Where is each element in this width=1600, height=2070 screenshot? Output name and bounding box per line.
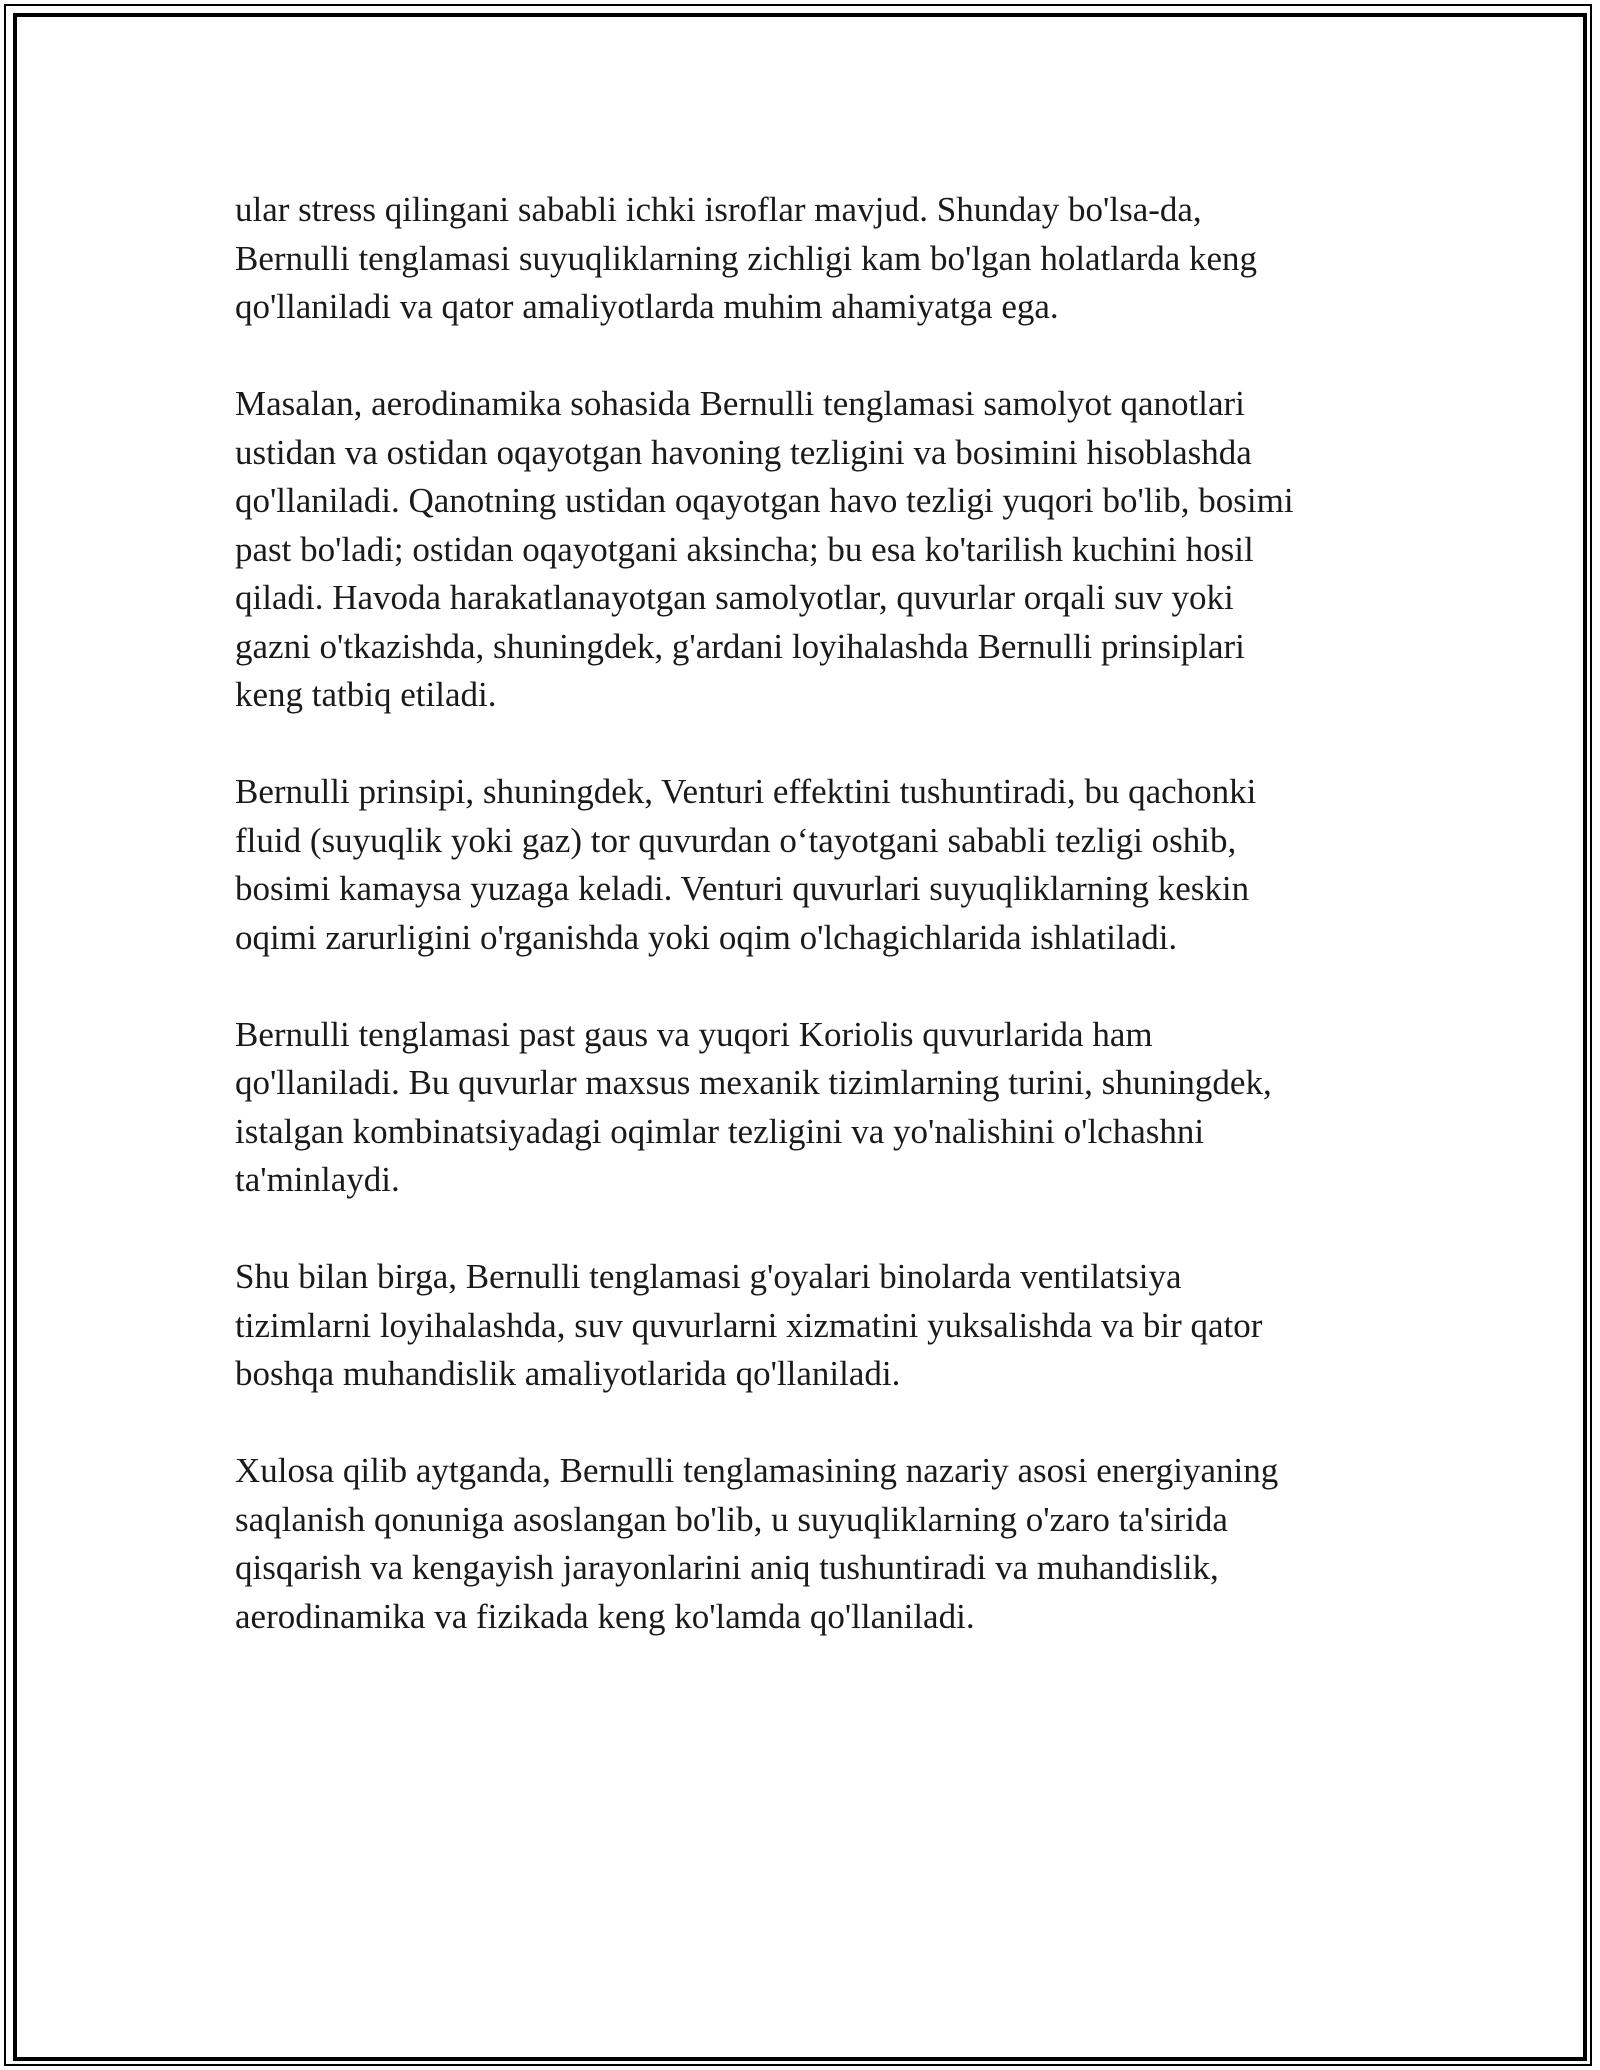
text-line: saqlanish qonuniga asoslangan bo'lib, u suyuqliklarning o'zaro ta'sirida (235, 1499, 1228, 1539)
text-line: qo'llaniladi va qator amaliyotlarda muhim ahamiyatga ega. (235, 287, 1059, 326)
text-line: ta'minlaydi. (235, 1160, 400, 1199)
text-line: Bernulli tenglamasi suyuqliklarning zichligi kam bo'lgan holatlarda keng (235, 238, 1258, 278)
text-line: istalgan kombinatsiyadagi oqimlar tezligini va yo'nalishini o'lchashni (235, 1111, 1205, 1151)
text-line: ular stress qilingani sababli ichki isroflar mavjud. Shunday bo'lsa-da, (235, 190, 1202, 229)
text-line: boshqa muhandislik amaliyotlarida qo'llaniladi. (235, 1354, 901, 1393)
paragraph (235, 186, 1365, 332)
text-line: keng tatbiq etiladi. (235, 675, 497, 714)
text-line: qo'llaniladi. Bu quvurlar maxsus mexanik tizimlarning turini, shuningdek, (235, 1063, 1272, 1102)
text-line: bosimi kamaysa yuzaga keladi. Venturi quvurlari suyuqliklarning keskin (235, 869, 1250, 908)
text-line: tizimlarni loyihalashda, suv quvurlarni xizmatini yuksalishda va bir qator (235, 1305, 1263, 1345)
text-line: Bernulli prinsipi, shuningdek, Venturi effektini tushuntiradi, bu qachonki (235, 772, 1257, 811)
text-line: gazni o'tkazishda, shuningdek, g'ardani loyihalashda Bernulli prinsiplari (235, 626, 1245, 666)
text-line: qisqarish va kengayish jarayonlarini aniq tushuntiradi va muhandislik, (235, 1548, 1219, 1587)
text-line: qo'llaniladi. Qanotning ustidan oqayotgan havo tezligi yuqori bo'lib, bosimi (235, 481, 1294, 520)
paragraph (235, 1447, 1365, 1641)
paragraph (235, 1011, 1365, 1205)
text-line: fluid (suyuqlik yoki gaz) tor quvurdan o‘tayotgani sababli tezligi oshib, (235, 820, 1237, 860)
text-line: qiladi. Havoda harakatlanayotgan samolyotlar, quvurlar orqali suv yoki (235, 578, 1234, 617)
text-line: Shu bilan birga, Bernulli tenglamasi g'oyalari binolarda ventilatsiya (235, 1257, 1182, 1296)
paragraph (235, 380, 1365, 720)
text-line: past bo'ladi; ostidan oqayotgani aksincha; bu esa ko'tarilish kuchini hosil (235, 529, 1254, 569)
paragraph (235, 768, 1365, 962)
text-line: Xulosa qilib aytganda, Bernulli tenglamasining nazariy asosi energiyaning (235, 1451, 1279, 1490)
text-line: aerodinamika va fizikada keng ko'lamda qo'llaniladi. (235, 1596, 975, 1636)
paragraph (235, 1253, 1365, 1399)
text-line: oqimi zarurligini o'rganishda yoki oqim o'lchagichlarida ishlatiladi. (235, 917, 1178, 957)
document-body (235, 186, 1365, 1690)
text-line: ustidan va ostidan oqayotgan havoning tezligini va bosimini hisoblashda (235, 432, 1252, 472)
text-line: Masalan, aerodinamika sohasida Bernulli tenglamasi samolyot qanotlari (235, 384, 1245, 423)
text-line: Bernulli tenglamasi past gaus va yuqori Koriolis quvurlarida ham (235, 1014, 1153, 1054)
